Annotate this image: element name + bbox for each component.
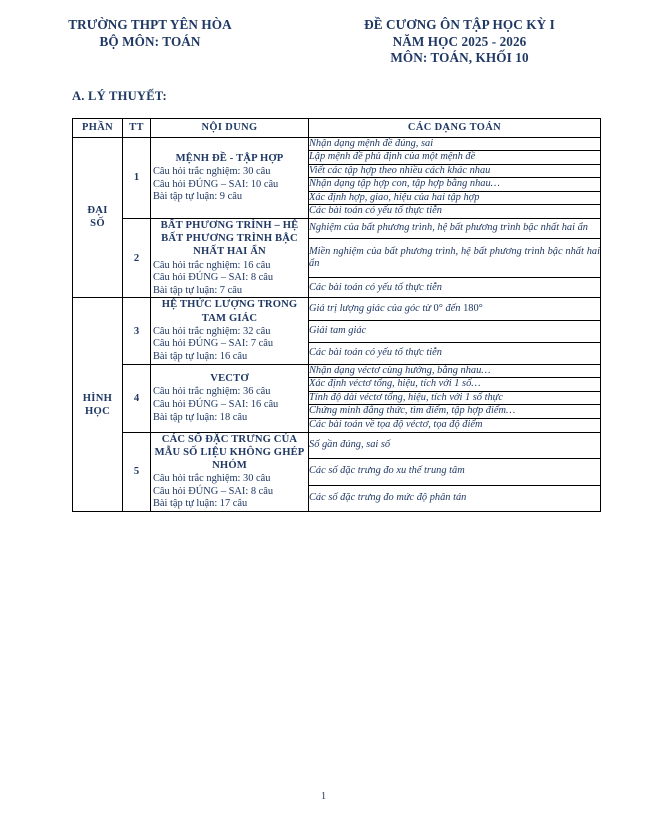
table-row <box>73 432 601 458</box>
question-count-line: Bài tập tự luận: 18 câu <box>153 411 248 423</box>
topic-title: MỆNH ĐỀ - TẬP HỢP <box>175 152 284 164</box>
cell-problem-type: Xác định véctơ tổng, hiệu, tích với 1 số… <box>309 378 601 392</box>
table-row <box>73 137 601 151</box>
header-school-block <box>0 17 290 50</box>
document-header <box>0 0 647 67</box>
question-count-line: Câu hỏi ĐÚNG – SAI: 16 câu <box>153 398 279 410</box>
cell-topic-number: 4 <box>123 364 151 432</box>
question-count-line: Câu hỏi trắc nghiệm: 30 câu <box>153 165 271 177</box>
question-count-line: Câu hỏi trắc nghiệm: 16 câu <box>153 259 271 271</box>
cell-topic-number: 5 <box>123 432 151 511</box>
cell-topic-content <box>151 219 309 298</box>
question-count-line: Câu hỏi ĐÚNG – SAI: 8 câu <box>153 272 274 284</box>
question-count-line: Câu hỏi trắc nghiệm: 36 câu <box>153 386 271 398</box>
question-count-line: Câu hỏi ĐÚNG – SAI: 8 câu <box>153 485 274 497</box>
cell-topic-content <box>151 432 309 511</box>
table-row <box>73 219 601 239</box>
table-row <box>73 364 601 378</box>
header-title-block <box>290 17 647 67</box>
part-line-1: HÌNH <box>82 392 113 404</box>
cell-problem-type: Các số đặc trưng đo mức độ phân tán <box>309 485 601 511</box>
page-number: 1 <box>320 791 327 802</box>
department-name: BỘ MÔN: TOÁN <box>99 33 201 49</box>
question-count-line: Câu hỏi ĐÚNG – SAI: 10 câu <box>153 178 279 190</box>
cell-problem-type: Nghiệm của bất phương trình, hệ bất phương trình bậc nhất hai ẩn <box>309 219 601 239</box>
cell-problem-type: Chứng minh đẳng thức, tìm điểm, tập hợp điểm… <box>309 405 601 419</box>
question-count-line: Bài tập tự luận: 16 câu <box>153 351 248 363</box>
topic-question-counts <box>151 260 308 298</box>
page-footer <box>0 791 647 802</box>
topic-title: VECTƠ <box>210 373 249 385</box>
column-header-noi-dung: NỘI DUNG <box>151 118 309 137</box>
section-heading-theory: A. LÝ THUYẾT: <box>72 88 167 103</box>
cell-topic-content <box>151 364 309 432</box>
cell-part-name <box>73 137 123 298</box>
part-line-2: HỌC <box>84 405 111 417</box>
cell-problem-type: Các bài toán có yếu tố thực tiễn <box>309 278 601 298</box>
question-count-line: Bài tập tự luận: 17 câu <box>153 498 248 510</box>
cell-problem-type: Các bài toán về tọa độ véctơ, tọa độ điểm <box>309 419 601 433</box>
question-count-line: Bài tập tự luận: 9 câu <box>153 191 243 203</box>
topic-title: BẤT PHƯƠNG TRÌNH – HỆ BẤT PHƯƠNG TRÌNH BẬC NHẤT HAI ẨN <box>160 220 299 258</box>
topic-question-counts <box>151 166 308 204</box>
topic-question-counts <box>151 473 308 511</box>
question-count-line: Câu hỏi trắc nghiệm: 32 câu <box>153 325 271 337</box>
topic-question-counts <box>151 386 308 424</box>
cell-topic-content <box>151 298 309 364</box>
table-row <box>73 298 601 320</box>
cell-problem-type: Các bài toán có yếu tố thực tiễn <box>309 342 601 364</box>
cell-problem-type: Miền nghiệm của bất phương trình, hệ bất phương trình bậc nhất hai ẩn <box>309 239 601 278</box>
question-count-line: Câu hỏi ĐÚNG – SAI: 7 câu <box>153 338 274 350</box>
document-title: ĐỀ CƯƠNG ÔN TẬP HỌC KỲ I <box>364 17 555 32</box>
cell-topic-number: 2 <box>123 219 151 298</box>
cell-problem-type: Lập mệnh đề phủ định của một mệnh đề <box>309 151 601 165</box>
cell-part-name <box>73 298 123 512</box>
question-count-line: Câu hỏi trắc nghiệm: 30 câu <box>153 473 271 485</box>
outline-table-wrapper <box>72 118 600 513</box>
cell-topic-number: 3 <box>123 298 151 364</box>
topic-question-counts <box>151 326 308 364</box>
cell-problem-type: Giải tam giác <box>309 320 601 342</box>
part-line-2: SỐ <box>90 218 105 230</box>
cell-problem-type: Giá trị lượng giác của góc từ 0° đến 180° <box>309 298 601 320</box>
table-header-row <box>73 118 601 137</box>
topic-title: CÁC SỐ ĐẶC TRƯNG CỦA MẪU SỐ LIỆU KHÔNG GHÉP NHÓM <box>154 433 305 472</box>
cell-problem-type: Xác định hợp, giao, hiệu của hai tập hợp <box>309 191 601 205</box>
part-line-1: ĐẠI <box>87 205 108 217</box>
cell-problem-type: Số gần đúng, sai số <box>309 432 601 458</box>
outline-table-body <box>73 137 601 512</box>
outline-table <box>72 118 601 513</box>
cell-problem-type: Các bài toán có yếu tố thực tiễn <box>309 205 601 219</box>
subject-grade: MÔN: TOÁN, KHỐI 10 <box>390 50 529 65</box>
column-header-tt: TT <box>123 118 151 137</box>
cell-problem-type: Nhận dạng mệnh đề đúng, sai <box>309 137 601 151</box>
cell-problem-type: Các số đặc trưng đo xu thế trung tâm <box>309 459 601 485</box>
cell-topic-content <box>151 137 309 219</box>
cell-topic-number: 1 <box>123 137 151 219</box>
cell-problem-type: Viết các tập hợp theo nhiều cách khác nhau <box>309 164 601 178</box>
column-header-phan: PHẦN <box>73 118 123 137</box>
cell-problem-type: Nhận dạng tập hợp con, tập hợp bằng nhau… <box>309 178 601 192</box>
question-count-line: Bài tập tự luận: 7 câu <box>153 284 243 296</box>
column-header-cac-dang-toan: CÁC DẠNG TOÁN <box>309 118 601 137</box>
topic-title: HỆ THỨC LƯỢNG TRONG TAM GIÁC <box>161 299 298 324</box>
school-name: TRƯỜNG THPT YÊN HÒA <box>68 17 232 32</box>
cell-problem-type: Tính độ dài véctơ tổng, hiệu, tích với 1 số thực <box>309 391 601 405</box>
school-year: NĂM HỌC 2025 - 2026 <box>392 33 527 49</box>
cell-problem-type: Nhận dạng véctơ cùng hướng, bằng nhau… <box>309 364 601 378</box>
